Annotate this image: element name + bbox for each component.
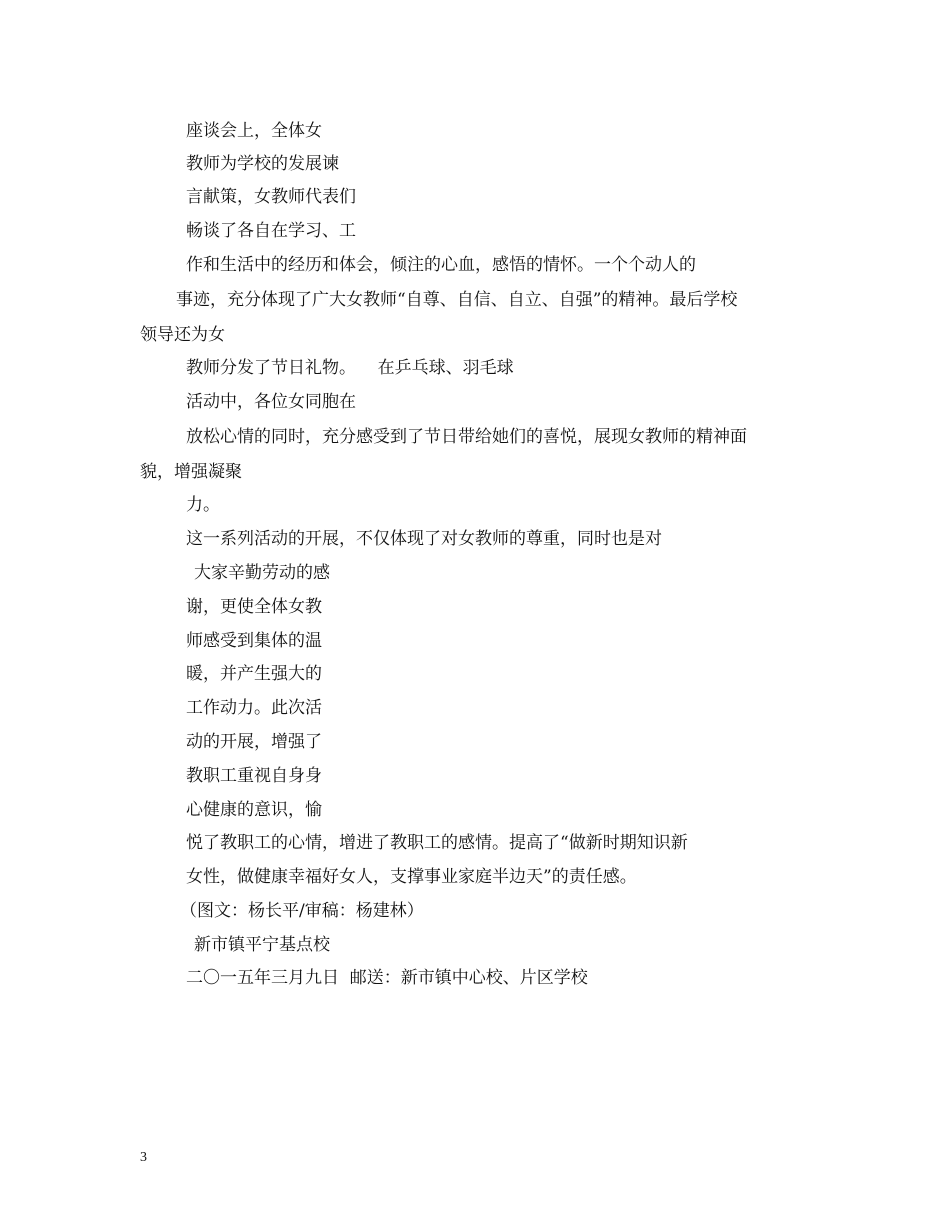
text-line: 教师分发了节日礼物。 在乒乓球、羽毛球 xyxy=(186,358,514,378)
text-line: 动的开展，增强了 xyxy=(186,732,322,752)
text-line: 事迹，充分体现了广大女教师“自尊、自信、自立、自强”的精神。最后学校 xyxy=(176,290,738,310)
text-line: 教师为学校的发展谏 xyxy=(186,154,339,174)
text-line: 貌，增强凝聚 xyxy=(140,462,242,482)
text-line: 二〇一五年三月九日 邮送：新市镇中心校、片区学校 xyxy=(186,968,588,988)
text-line: 暖，并产生强大的 xyxy=(186,664,322,684)
text-line: （图文：杨长平/审稿：杨建林） xyxy=(180,901,424,921)
text-line: 领导还为女 xyxy=(140,325,225,345)
text-line: 女性，做健康幸福好女人，支撑事业家庭半边天”的责任感。 xyxy=(186,867,637,887)
text-line: 新市镇平宁基点校 xyxy=(194,935,330,955)
text-line: 畅谈了各自在学习、工 xyxy=(186,221,356,241)
text-line: 活动中，各位女同胞在 xyxy=(186,392,356,412)
text-line: 放松心情的同时，充分感受到了节日带给她们的喜悦，展现女教师的精神面 xyxy=(186,427,747,447)
text-line: 作和生活中的经历和体会，倾注的心血，感悟的情怀。一个个动人的 xyxy=(186,255,696,275)
text-line: 心健康的意识，愉 xyxy=(186,800,322,820)
text-line: 教职工重视自身身 xyxy=(186,766,322,786)
page-number: 3 xyxy=(140,1150,147,1165)
text-line: 大家辛勤劳动的感 xyxy=(194,563,330,583)
text-line: 言献策，女教师代表们 xyxy=(186,187,356,207)
text-line: 谢，更使全体女教 xyxy=(186,597,322,617)
text-line: 师感受到集体的温 xyxy=(186,631,322,651)
text-line: 悦了教职工的心情，增进了教职工的感情。提高了“做新时期知识新 xyxy=(186,833,688,853)
text-line: 工作动力。此次活 xyxy=(186,698,322,718)
text-line: 这一系列活动的开展，不仅体现了对女教师的尊重，同时也是对 xyxy=(186,529,662,549)
text-line: 座谈会上，全体女 xyxy=(186,121,322,141)
text-line: 力。 xyxy=(186,495,220,515)
